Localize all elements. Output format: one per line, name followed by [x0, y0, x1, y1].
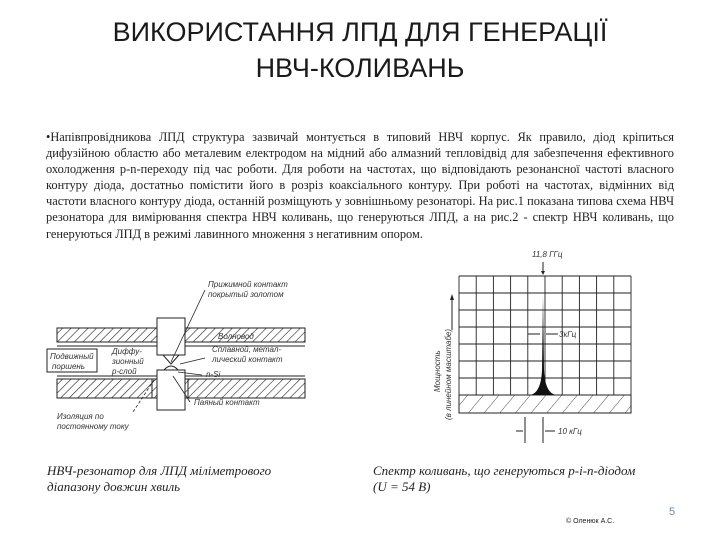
label-diffused-2: зионный [112, 357, 144, 366]
diode [164, 366, 178, 370]
center-frequency-label: 11,8 ГГц [532, 250, 563, 259]
label-diffused-3: p-слой [112, 367, 137, 376]
label-insulation-2: постоянному току [57, 422, 129, 431]
center-arrow-icon [541, 271, 545, 275]
label-plunger: Подвижный [50, 352, 94, 361]
noise-floor-band [459, 395, 631, 413]
figure1-caption-line-2: діапазону довжин хвиль [47, 479, 181, 494]
upper-post [157, 318, 185, 355]
span-label: 10 кГц [558, 427, 582, 436]
label-alloy-contact: Сплавной, метал- [212, 345, 282, 354]
spectrum-plot [433, 250, 631, 443]
label-insulation: Изоляция по [57, 412, 104, 421]
label-n-si: n-Si [206, 370, 221, 379]
grid [459, 276, 631, 395]
spectral-peak [530, 296, 556, 395]
title-line-2: НВЧ-КОЛИВАНЬ [255, 53, 465, 83]
label-alloy-contact-2: лический контакт [212, 355, 283, 364]
figure2-caption-line-2: (U = 54 В) [373, 479, 431, 494]
axis-arrow-icon [450, 294, 454, 300]
figure2-caption [373, 463, 635, 495]
figure2-caption-line-1: Спектр коливань, що генеруються p-i-n-діодом [373, 463, 636, 478]
lower-post [157, 370, 185, 410]
page-number: 5 [669, 506, 676, 518]
label-pressure-contact-2: покрытый золотом [208, 290, 284, 299]
linewidth-label: 3кГц [559, 330, 577, 339]
body-text: •Напівпровідникова ЛПД структура зазвичай монтується в типовий НВЧ корпус. Як правило, діод кріпиться дифузійною областю або металевим електродом на мідний або алмазний тепловідвід для забезпечення ефективного охолодження p-n-переходу під час роботи. Для роботи на частотах, що відповідають резонансної частоті власного контуру діода, достатньо помістити його в розріз коаксіального контуру. При роботі на частотах, відмінних від частоти власного контуру діода, останній розміщують у зовнішньому резонаторі. На рис.1 показана типова схема НВЧ резонатора для вимірювання спектра НВЧ коливань, що генеруються ЛПД, а на рис.2 - спектр НВЧ коливань, що генеруються ЛПД в режимі лавинного множення з негативним опором. [46, 130, 674, 241]
copyright: © Оленюк А.С. [566, 518, 615, 525]
label-plunger-2: поршень [52, 362, 85, 371]
label-soldered-contact: Паяный контакт [194, 398, 260, 407]
y-axis-label-2: (в линейном масштабе) [444, 328, 453, 420]
label-pressure-contact: Прижимной контакт [208, 280, 288, 289]
figure1-caption [47, 463, 271, 495]
resonator-diagram [47, 280, 305, 431]
label-waveguide: Волновод [218, 332, 254, 341]
title-line-1: ВИКОРИСТАННЯ ЛПД ДЛЯ ГЕНЕРАЦІЇ [112, 17, 608, 47]
label-diffused: Диффу- [112, 347, 142, 356]
y-axis-label: Мощность [433, 350, 442, 392]
figure1-caption-line-1: НВЧ-резонатор для ЛПД міліметрового [47, 463, 272, 478]
